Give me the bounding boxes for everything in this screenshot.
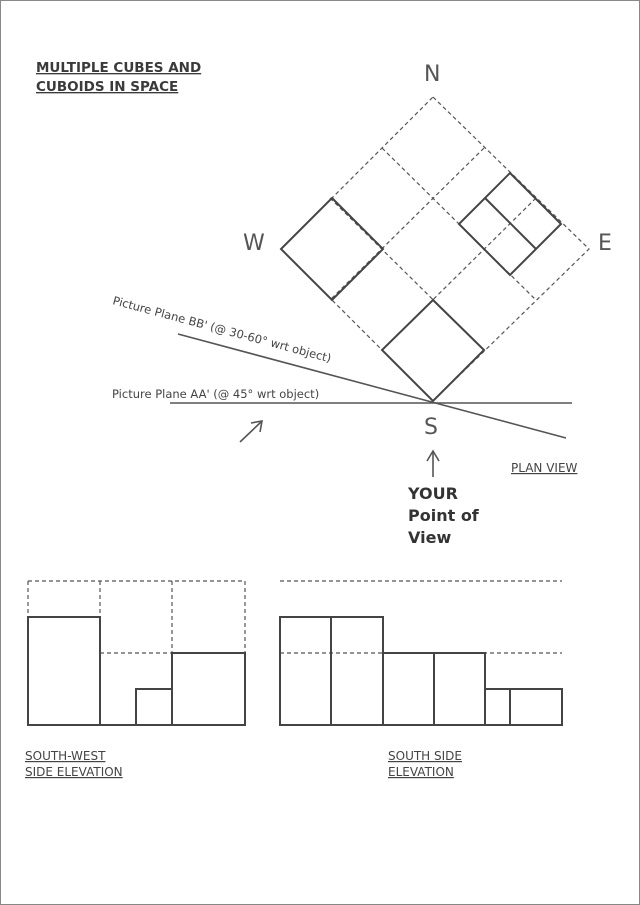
compass-west: W — [243, 231, 265, 256]
south-elevation-drawing — [280, 581, 562, 725]
southwest-elevation-drawing — [28, 581, 245, 725]
point-of-view-line-1: YOUR — [408, 484, 458, 503]
point-of-view-line-3: View — [408, 528, 452, 547]
compass-east: E — [598, 231, 612, 256]
southwest-elevation-label-1: SOUTH-WEST — [25, 749, 106, 763]
south-elevation-label-2: ELEVATION — [388, 765, 454, 779]
picture-plane-bb-label: Picture Plane BB' (@ 30-60° wrt object) — [111, 293, 333, 366]
plan-cube-south — [382, 300, 484, 401]
picture-plane-bb-line — [178, 334, 566, 438]
plan-cube-west — [281, 198, 383, 300]
south-elevation-label-1: SOUTH SIDE — [388, 749, 462, 763]
diagonal-arrow-icon — [240, 421, 262, 442]
picture-plane-aa-label: Picture Plane AA' (@ 45° wrt object) — [112, 387, 320, 401]
title-line-1: MULTIPLE CUBES AND — [36, 60, 202, 76]
up-arrow-icon — [427, 451, 439, 477]
plan-view-label: PLAN VIEW — [511, 461, 578, 475]
compass-south: S — [424, 415, 438, 440]
southwest-elevation-label-2: SIDE ELEVATION — [25, 765, 123, 779]
point-of-view-line-2: Point of — [408, 506, 479, 525]
title-line-2: CUBOIDS IN SPACE — [36, 79, 179, 95]
compass-north: N — [424, 62, 441, 87]
